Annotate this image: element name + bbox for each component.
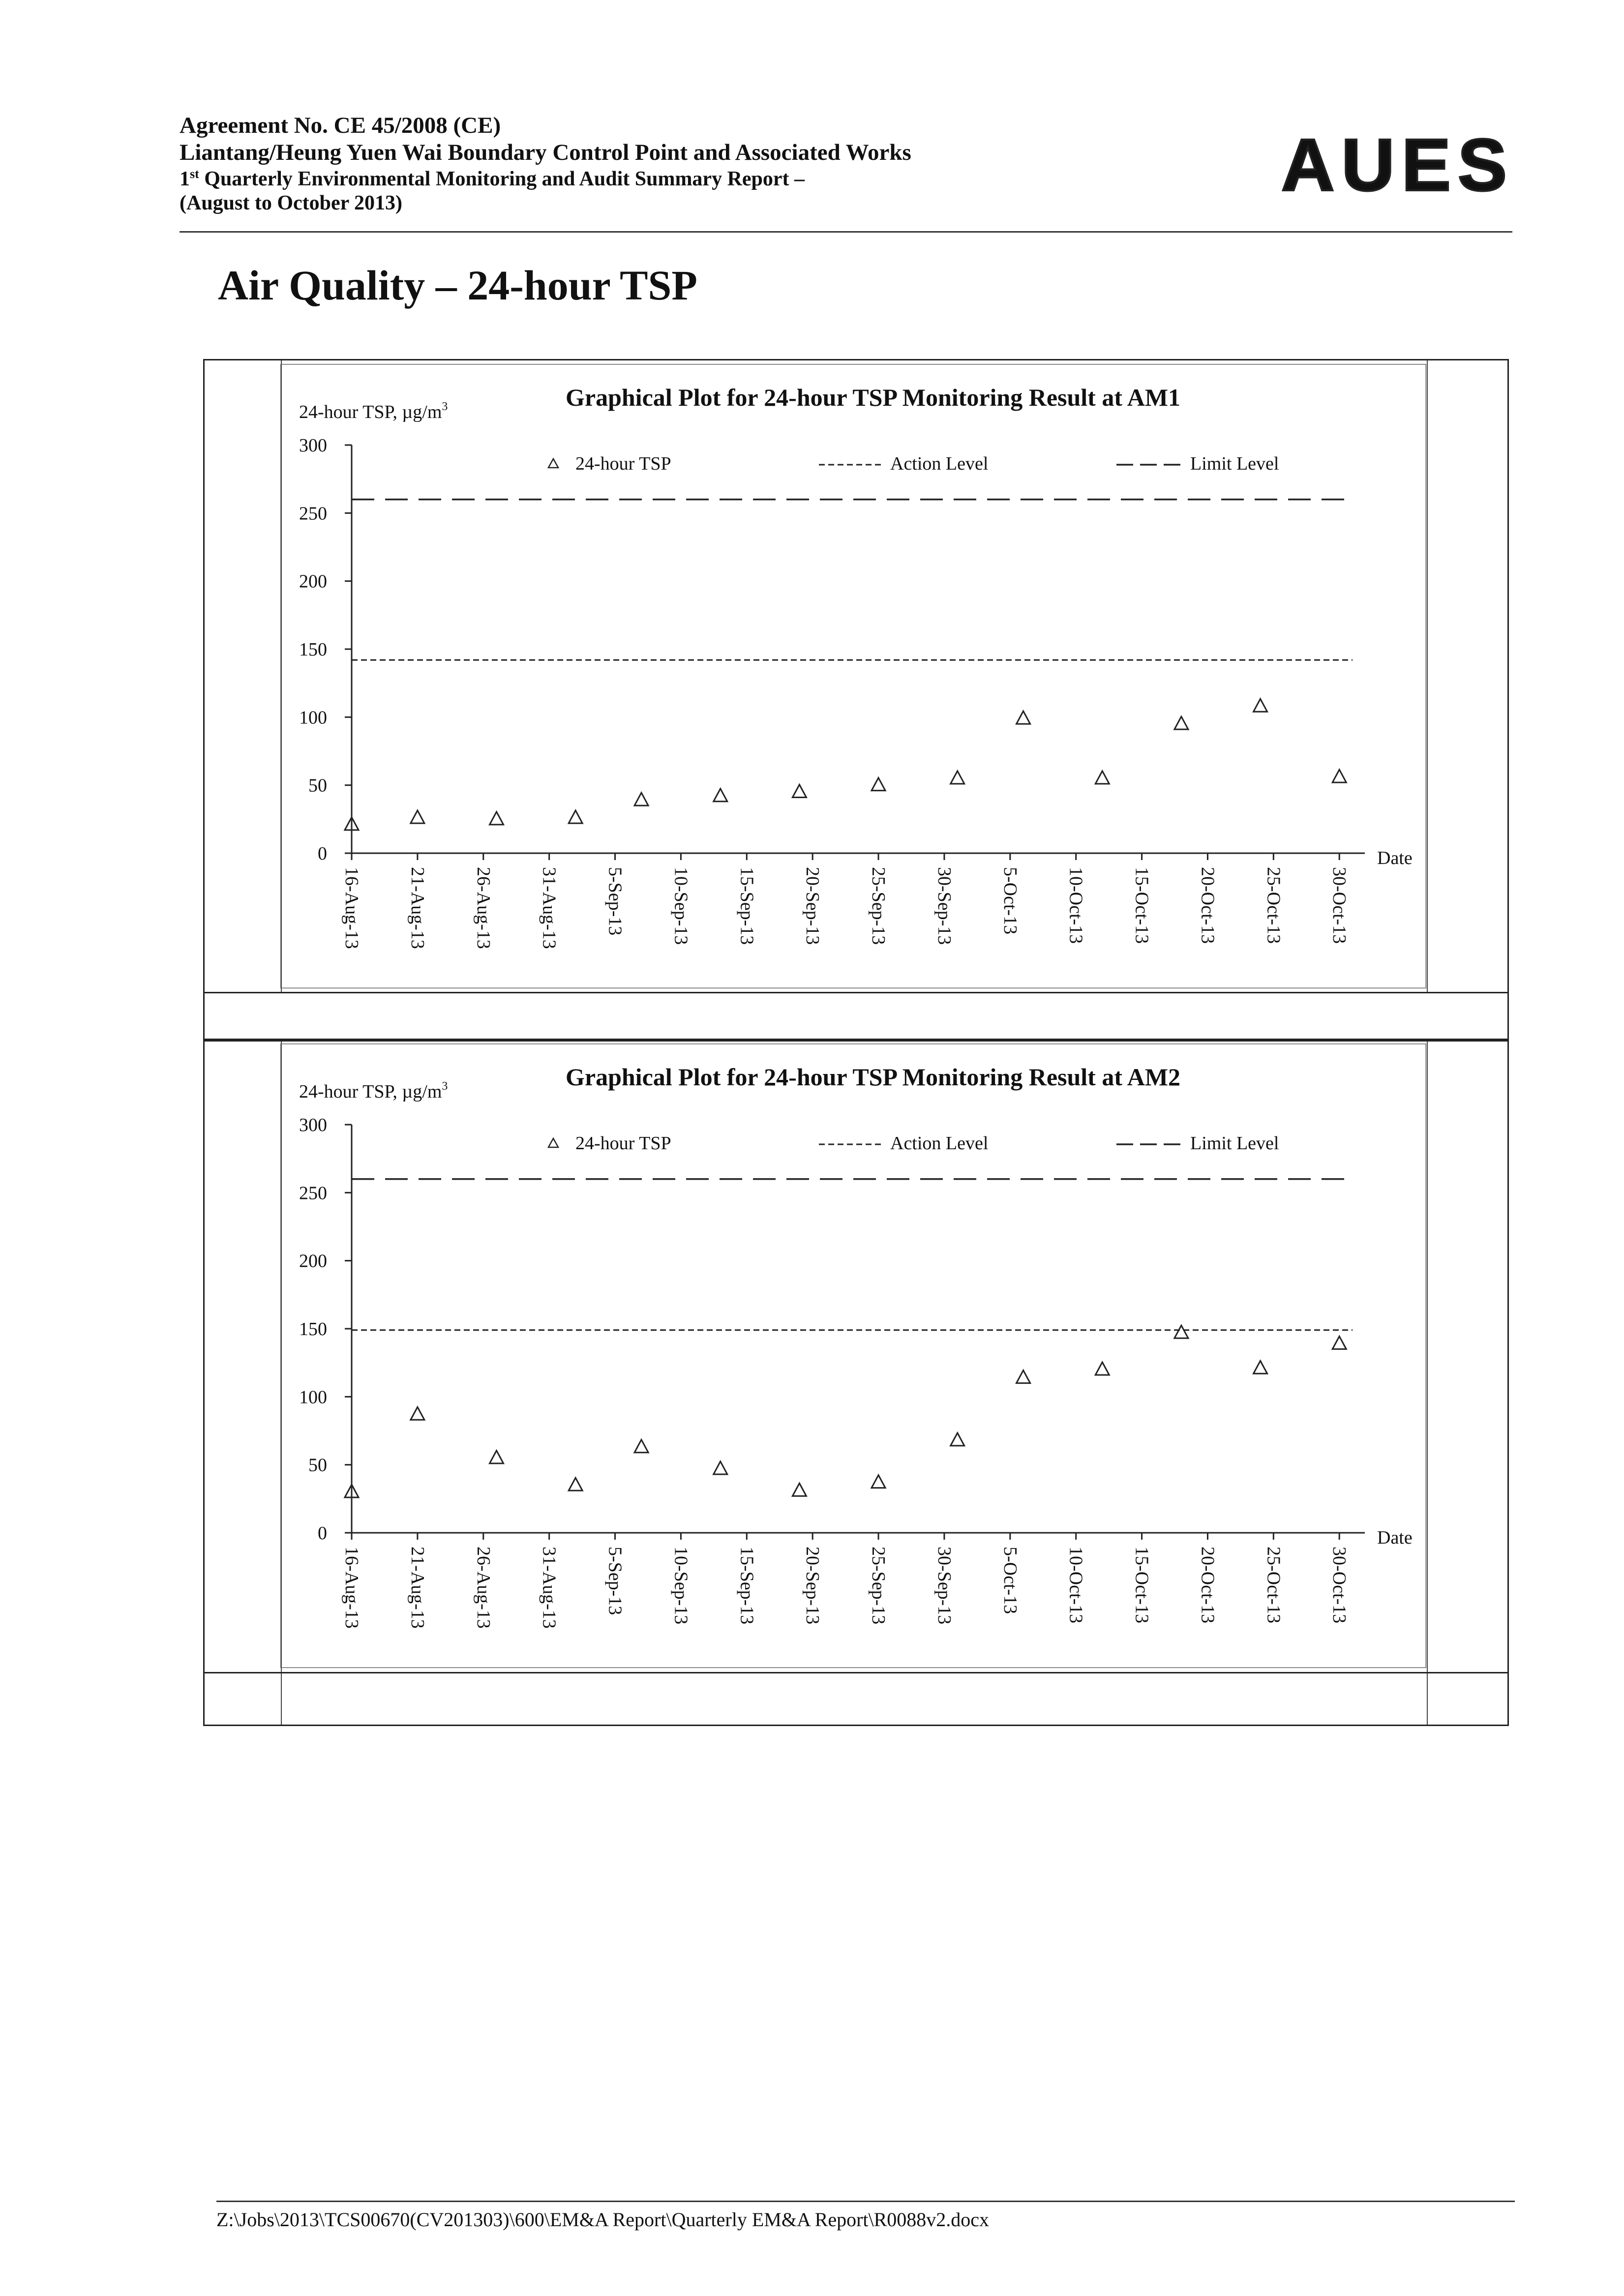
x-tick-label: 25-Oct-13 [1263, 1547, 1284, 1624]
y-tick-label: 100 [299, 1387, 327, 1408]
chart-am1 [280, 364, 1426, 988]
report-title-rest: Quarterly Environmental Monitoring and Audit Summary Report – [199, 167, 805, 190]
report-title-ordinal-sup: st [190, 166, 199, 181]
legend-series-marker [548, 459, 558, 468]
y-tick-label: 50 [308, 1455, 327, 1476]
x-axis-label: Date [1377, 1527, 1413, 1548]
data-point [634, 1440, 648, 1453]
data-point [872, 1475, 885, 1488]
x-tick-label: 15-Sep-13 [736, 867, 757, 945]
y-axis-label: 24-hour TSP, $\mu g/m^3$ [299, 1080, 448, 1102]
data-point [634, 793, 648, 805]
x-tick-label: 26-Aug-13 [473, 1547, 494, 1629]
aues-logo [1281, 129, 1507, 203]
chart-title: Graphical Plot for 24-hour TSP Monitoring Result at AM1 [565, 384, 1181, 411]
y-tick-label: 0 [318, 843, 327, 864]
data-point [872, 778, 885, 791]
legend-limit-label: Limit Level [1190, 453, 1279, 474]
legend-series-label: 24-hour TSP [575, 1133, 671, 1154]
legend-series-label: 24-hour TSP [575, 453, 671, 474]
y-tick-label: 250 [299, 1183, 327, 1204]
project-name: Liantang/Heung Yuen Wai Boundary Control Point and Associated Works [180, 140, 911, 166]
data-point [1332, 1336, 1346, 1349]
data-point [1174, 716, 1188, 729]
file-path-footer: Z:\Jobs\2013\TCS00670(CV201303)\600\EM&A Report\Quarterly EM&A Report\R0088v2.docx [216, 2208, 990, 2231]
x-tick-label: 10-Oct-13 [1065, 867, 1086, 944]
x-tick-label: 16-Aug-13 [341, 1547, 362, 1629]
data-point [569, 1478, 582, 1491]
footer-divider [216, 2201, 1515, 2202]
x-tick-label: 5-Oct-13 [999, 867, 1021, 935]
legend-action-label: Action Level [890, 453, 989, 474]
data-point [1254, 699, 1267, 712]
frame-top-rule [205, 1040, 1507, 1042]
y-tick-label: 300 [299, 1115, 327, 1135]
data-point [490, 1451, 504, 1463]
x-tick-label: 30-Sep-13 [933, 867, 955, 945]
data-point [1174, 1325, 1188, 1338]
x-tick-label: 5-Oct-13 [999, 1547, 1021, 1614]
data-point [714, 789, 727, 802]
y-axis-label: 24-hour TSP, $\mu g/m^3$ [299, 400, 448, 422]
x-tick-label: 30-Oct-13 [1329, 1547, 1350, 1624]
data-point [1095, 1362, 1109, 1375]
x-tick-label: 31-Aug-13 [539, 867, 560, 949]
y-axis-label-sup: 3 [442, 400, 448, 413]
x-tick-label: 21-Aug-13 [407, 1547, 428, 1629]
data-point [792, 1483, 806, 1496]
x-tick-label: 5-Sep-13 [604, 867, 626, 936]
data-point [411, 1407, 424, 1420]
x-tick-label: 31-Aug-13 [539, 1547, 560, 1629]
x-tick-label: 15-Sep-13 [736, 1547, 757, 1625]
legend-series-marker [548, 1138, 558, 1147]
x-tick-label: 20-Oct-13 [1197, 1547, 1218, 1624]
section-title: Air Quality – 24-hour TSP [218, 262, 697, 309]
spacer-row-bottom [203, 1672, 1509, 1728]
frame-right-rule [1427, 1040, 1428, 1725]
x-tick-label: 25-Sep-13 [868, 1547, 889, 1625]
data-point [1095, 771, 1109, 784]
x-tick-label: 26-Aug-13 [473, 867, 494, 949]
legend-action-label: Action Level [890, 1133, 989, 1154]
x-tick-label: 10-Sep-13 [670, 1547, 692, 1625]
data-point [1254, 1361, 1267, 1373]
x-tick-label: 21-Aug-13 [407, 867, 428, 949]
x-tick-label: 15-Oct-13 [1131, 867, 1152, 944]
data-point [714, 1461, 727, 1474]
y-tick-label: 200 [299, 1251, 327, 1272]
y-tick-label: 150 [299, 1319, 327, 1340]
data-point [1017, 711, 1030, 724]
x-tick-label: 20-Sep-13 [802, 867, 823, 945]
agreement-number: Agreement No. CE 45/2008 (CE) [180, 113, 501, 138]
x-tick-label: 16-Aug-13 [341, 867, 362, 949]
x-axis-label: Date [1377, 848, 1413, 868]
spacer-row [203, 992, 1509, 1040]
y-tick-label: 300 [299, 435, 327, 456]
x-tick-label: 5-Sep-13 [604, 1547, 626, 1615]
report-period: (August to October 2013) [180, 192, 403, 215]
chart-title: Graphical Plot for 24-hour TSP Monitoring Result at AM2 [565, 1063, 1181, 1091]
y-axis-label-sup: 3 [442, 1080, 448, 1093]
data-point [569, 810, 582, 823]
logo-text: AUES [1281, 129, 1505, 203]
y-tick-label: 50 [308, 775, 327, 796]
y-tick-label: 0 [318, 1523, 327, 1544]
x-tick-label: 15-Oct-13 [1131, 1547, 1152, 1624]
data-point [1332, 770, 1346, 782]
data-point [792, 785, 806, 798]
x-tick-label: 20-Oct-13 [1197, 867, 1218, 944]
y-tick-label: 150 [299, 639, 327, 660]
data-point [951, 771, 964, 784]
data-point [951, 1433, 964, 1446]
x-tick-label: 25-Oct-13 [1263, 867, 1284, 944]
y-tick-label: 250 [299, 503, 327, 524]
x-tick-label: 10-Oct-13 [1065, 1547, 1086, 1624]
chart-am2 [280, 1044, 1426, 1668]
x-tick-label: 30-Oct-13 [1329, 867, 1350, 944]
y-tick-label: 100 [299, 707, 327, 728]
data-point [411, 810, 424, 823]
header-divider [180, 231, 1512, 233]
data-point [1017, 1371, 1030, 1383]
data-point [490, 812, 504, 825]
x-tick-label: 30-Sep-13 [933, 1547, 955, 1625]
legend-limit-label: Limit Level [1190, 1133, 1279, 1154]
x-tick-label: 25-Sep-13 [868, 867, 889, 945]
frame-right-rule [1427, 360, 1428, 992]
x-tick-label: 10-Sep-13 [670, 867, 692, 945]
report-title-ordinal: 1 [180, 167, 190, 190]
x-tick-label: 20-Sep-13 [802, 1547, 823, 1625]
y-tick-label: 200 [299, 571, 327, 592]
